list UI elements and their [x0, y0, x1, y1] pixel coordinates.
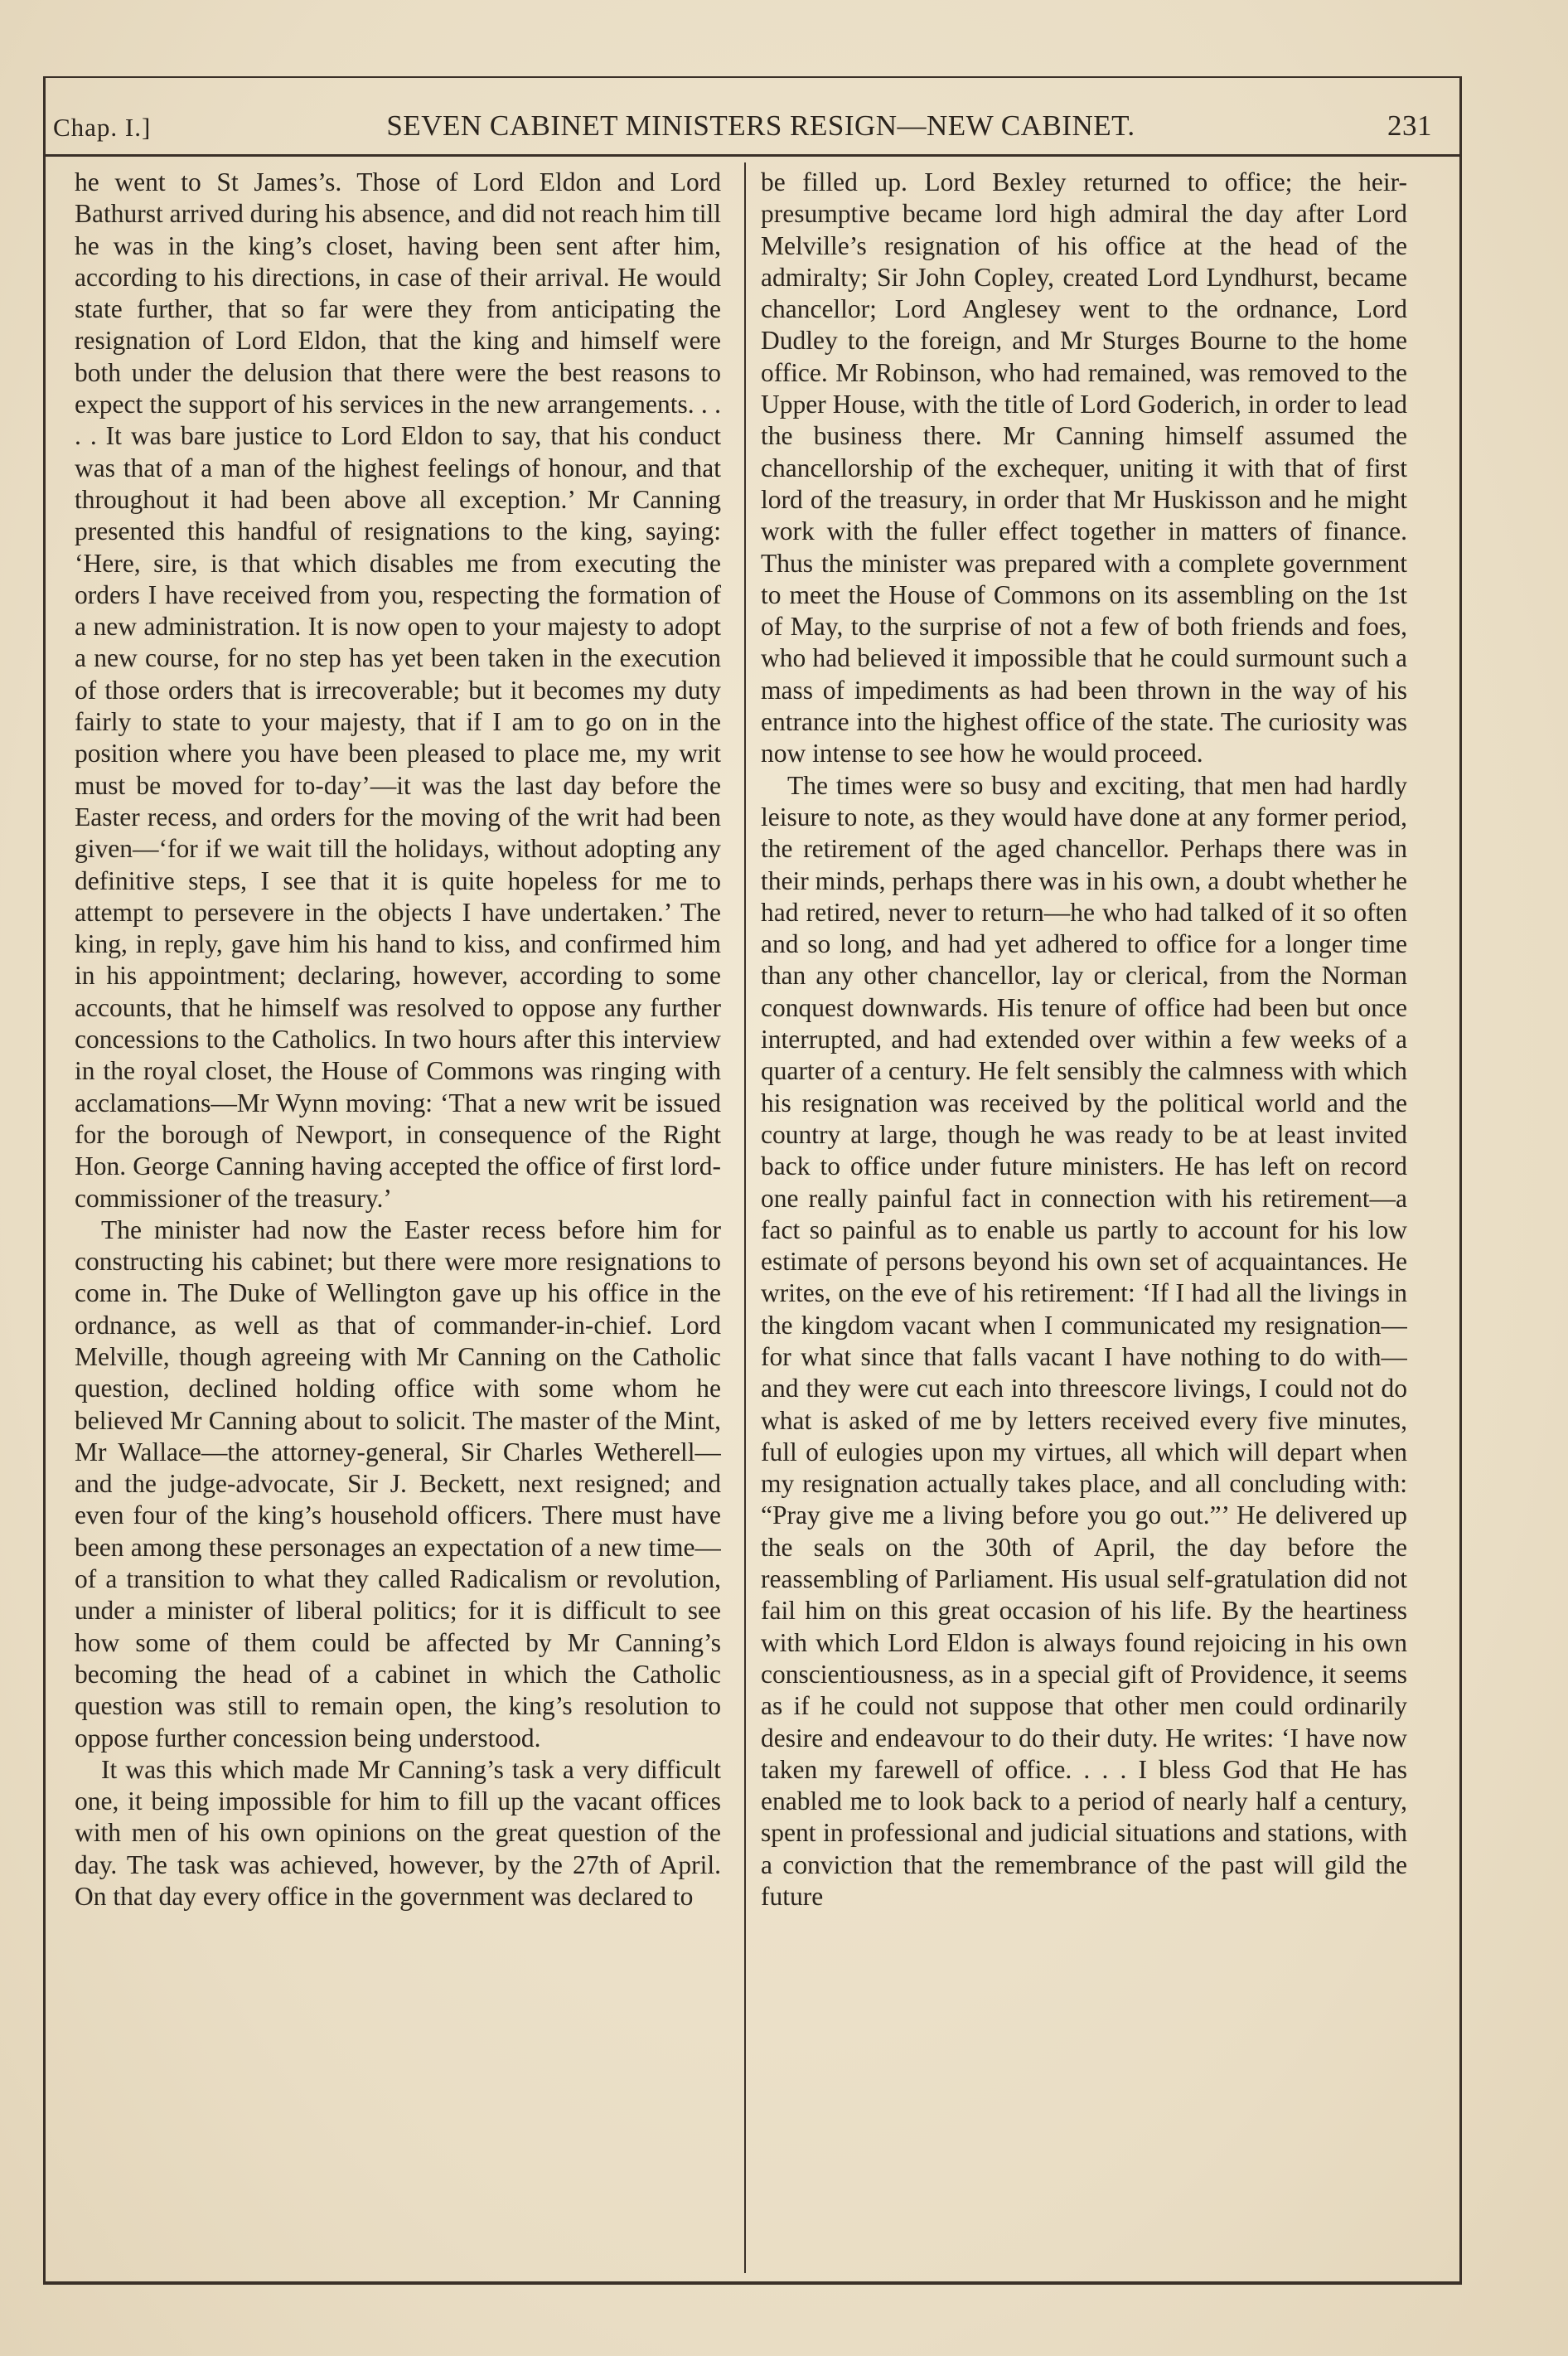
paragraph: The minister had now the Easter recess before him for constructing his cabinet; but there were more resignations to come in. The Duke of Wellington gave up his office in the ordnance, as well as that of commander-in-chief. Lord Melville, though agreeing with Mr Canning on the Catholic question, declined holding office with some whom he believed Mr Canning about to solicit. The master of the Mint, Mr Wallace—the attorney-general, Sir Charles Wetherell—and the judge-advocate, Sir J. Beckett, next resigned; and even four of the king’s household officers. There must have been among these personages an expectation of a new time—of a transition to what they called Radicalism or revolution, under a minister of liberal politics; for it is difficult to see how some of them could be affected by Mr Canning’s becoming the head of a cabinet in which the Catholic question was still to remain open, the king’s resolution to oppose further concession being understood.	[75, 1214, 721, 1752]
right-column	[761, 167, 1407, 2272]
left-column	[75, 167, 721, 2272]
chapter-label: Chap. I.]	[53, 113, 152, 142]
running-head	[43, 101, 1462, 151]
paragraph: be filled up. Lord Bexley returned to office; the heir-presumptive became lord high admiral the day after Lord Melville’s resignation of his office at the head of the admiralty; Sir John Copley, created Lord Lyndhurst, became chancellor; Lord Anglesey went to the ordnance, Lord Dudley to the foreign, and Mr Sturges Bourne to the home office. Mr Robinson, who had remained, was removed to the Upper House, with the title of Lord Goderich, in order to lead the business there. Mr Canning himself assumed the chancellorship of the exchequer, uniting it with that of first lord of the treasury, in order that Mr Huskisson and he might work with the fuller effect together in matters of finance. Thus the minister was prepared with a complete government to meet the House of Commons on its assembling on the 1st of May, to the surprise of not a few of both friends and foes, who had believed it impossible that he could surmount such a mass of impediments as had been thrown in the way of his entrance into the highest office of the state. The curiosity was now intense to see how he would proceed.	[761, 167, 1407, 768]
paragraph: he went to St James’s. Those of Lord Eldon and Lord Bathurst arrived during his absence, and did not reach him till he was in the king’s closet, having been sent after him, according to his directions, in case of their arrival. He would state further, that so far were they from anticipating the resignation of Lord Eldon, that the king and himself were both under the delusion that there were the best reasons to expect the support of his services in the new arrangements. . . . . It was bare justice to Lord Eldon to say, that his conduct was that of a man of the highest feelings of honour, and that throughout it had been above all exception.’ Mr Canning presented this handful of resignations to the king, saying: ‘Here, sire, is that which disables me from executing the orders I have received from you, respecting the formation of a new administration. It is now open to your majesty to adopt a new course, for no step has yet been taken in the execution of those orders that is irrecoverable; but it becomes my duty fairly to state to your majesty, that if I am to go on in the position where you have been pleased to place me, my writ must be moved for to-day’—it was the last day before the Easter recess, and orders for the moving of the writ had been given—‘for if we wait till the holidays, without adopting any definitive steps, I see that it is quite hopeless for me to attempt to persevere in the objects I have undertaken.’ The king, in reply, gave him his hand to kiss, and confirmed him in his appointment; declaring, however, according to some accounts, that he himself was resolved to oppose any further concessions to the Catholics. In two hours after this interview in the royal closet, the House of Commons was ringing with acclamations—Mr Wynn moving: ‘That a new writ be issued for the borough of Newport, in consequence of the Right Hon. George Canning having accepted the office of first lord-commissioner of the treasury.’	[75, 167, 721, 1213]
header-rule	[43, 154, 1462, 157]
paragraph: The times were so busy and exciting, that men had hardly leisure to note, as they would have done at any former period, the retirement of the aged chancellor. Perhaps there was in their minds, perhaps there was in his own, a doubt whether he had retired, never to return—he who had talked of it so often and so long, and had yet adhered to office for a longer time than any other chancellor, lay or clerical, from the Norman conquest downwards. His tenure of office had been but once interrupted, and had extended over within a few weeks of a quarter of a century. He felt sensibly the calmness with which his resignation was received by the political world and the country at large, though he was ready to be at least invited back to office under future ministers. He has left on record one really painful fact in connection with his retirement—a fact so painful as to enable us partly to account for his low estimate of persons beyond his own set of acquaintances. He writes, on the eve of his retirement: ‘If I had all the livings in the kingdom vacant when I communicated my resignation—for what since that falls vacant I have nothing to do with—and they were cut each into threescore livings, I could not do what is asked of me by letters received every five minutes, full of eulogies upon my virtues, all which will depart when my resignation actually takes place, and all concluding with: “Pray give me a living before you go out.”’ He delivered up the seals on the 30th of April, the day before the reassembling of Parliament. His usual self-gratulation did not fail him on this great occasion of his life. By the heartiness with which Lord Eldon is always found rejoicing in his own conscientiousness, as in a special gift of Providence, it seems as if he could not suppose that other men could ordinarily desire and endeavour to do their duty. He writes: ‘I have now taken my farewell of office. . . . I bless God that He has enabled me to look back to a period of nearly half a century, spent in professional and judicial situations and stations, with a conviction that the remembrance of the past will gild the future	[761, 770, 1407, 1912]
page-number: 231	[1387, 109, 1432, 142]
column-divider	[744, 162, 746, 2273]
paragraph: It was this which made Mr Canning’s task a very difficult one, it being impossible for him to fill up the vacant offices with men of his own opinions on the great question of the day. The task was achieved, however, by the 27th of April. On that day every office in the government was declared to	[75, 1754, 721, 1912]
page-title: SEVEN CABINET MINISTERS RESIGN—NEW CABINET.	[386, 109, 1135, 142]
